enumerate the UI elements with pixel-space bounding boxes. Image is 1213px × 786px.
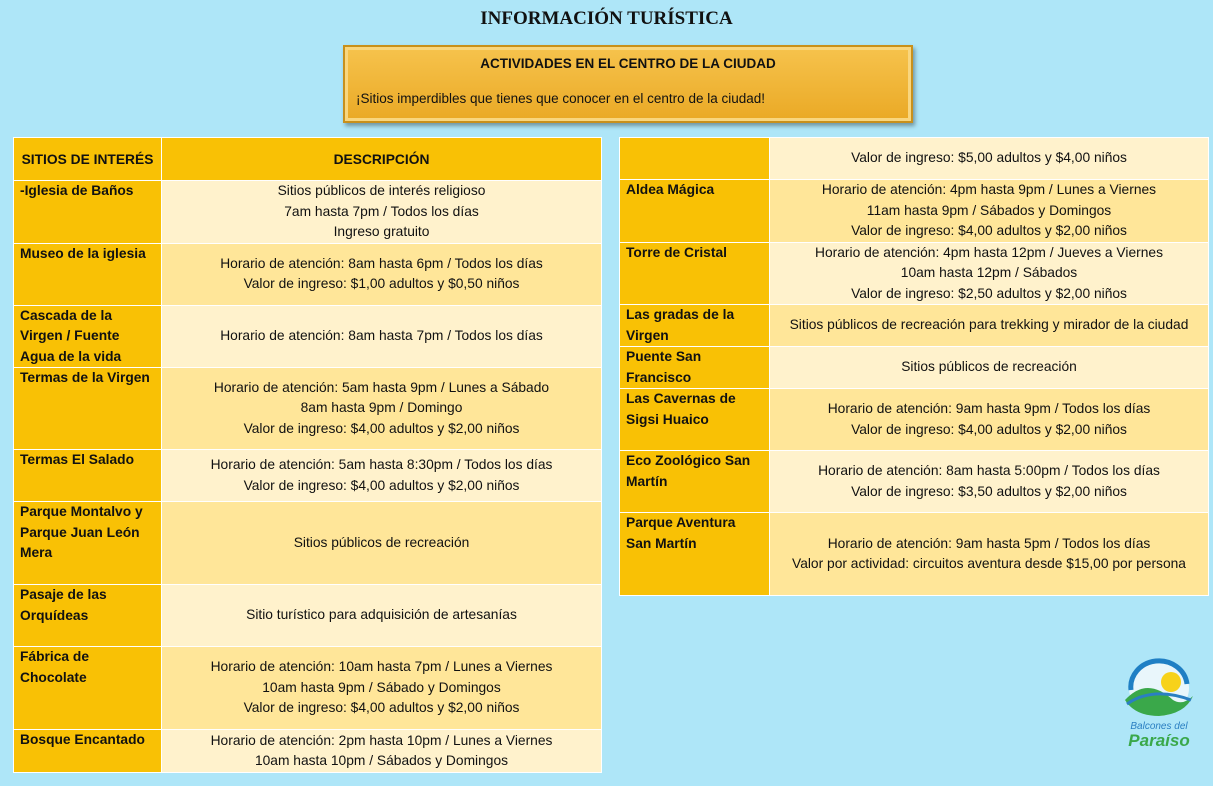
- description-line: Valor de ingreso: $4,00 adultos y $2,00 niños: [851, 421, 1127, 437]
- description-line: Valor de ingreso: $3,50 adultos y $2,00 niños: [851, 483, 1127, 499]
- site-name: Bosque Encantado: [14, 730, 162, 773]
- description-line: Horario de atención: 4pm hasta 9pm / Lunes a Viernes: [821, 182, 1157, 197]
- left-table-row: [14, 450, 602, 502]
- site-name: Termas El Salado: [14, 450, 162, 502]
- header-description: DESCRIPCIÓN: [162, 138, 602, 181]
- site-name: Cascada de la Virgen / Fuente Agua de la vida: [14, 305, 162, 368]
- site-description: [770, 347, 1209, 389]
- left-table-row: [14, 730, 602, 773]
- site-description: [162, 181, 602, 244]
- site-name: Las gradas de la Virgen: [620, 305, 770, 347]
- description-line: Horario de atención: 8am hasta 7pm / Todos los días: [220, 328, 543, 343]
- site-name: Parque Montalvo y Parque Juan León Mera: [14, 502, 162, 585]
- description-line: Valor de ingreso: $4,00 adultos y $2,00 niños: [243, 420, 520, 436]
- description-line: 8am hasta 9pm / Domingo: [300, 400, 463, 416]
- site-description: [162, 450, 602, 502]
- description-line: 7am hasta 7pm / Todos los días: [284, 203, 479, 219]
- site-description: [770, 513, 1209, 596]
- site-description: [770, 305, 1209, 347]
- left-table-row: [14, 647, 602, 730]
- site-description: [162, 647, 602, 730]
- description-line: Sitios públicos de recreación: [293, 534, 470, 550]
- description-line: Sitios públicos de recreación para trekking y mirador de la ciudad: [789, 317, 1189, 333]
- description-line: Sitios públicos de recreación: [901, 359, 1077, 375]
- left-table-row: [14, 585, 602, 647]
- site-description: [770, 242, 1209, 305]
- right-table-row: [620, 305, 1209, 347]
- page-title: INFORMACIÓN TURÍSTICA: [480, 8, 733, 29]
- description-line: Valor de ingreso: $1,00 adultos y $0,50 niños: [243, 276, 520, 291]
- left-table-row: [14, 181, 602, 244]
- description-line: 10am hasta 12pm / Sábados: [900, 265, 1078, 280]
- left-table-row: [14, 502, 602, 585]
- description-line: 10am hasta 9pm / Sábado y Domingos: [262, 679, 501, 695]
- right-table-row: [620, 513, 1209, 596]
- left-table-row: [14, 243, 602, 305]
- site-description: [162, 502, 602, 585]
- description-line: Horario de atención: 8am hasta 5:00pm / Todos los días: [818, 463, 1160, 478]
- right-table-row: [620, 138, 1209, 180]
- description-line: Horario de atención: 5am hasta 8:30pm / Todos los días: [210, 457, 553, 472]
- site-name: Fábrica de Chocolate: [14, 647, 162, 730]
- right-table-row: [620, 347, 1209, 389]
- description-line: Valor de ingreso: $5,00 adultos y $4,00 niños: [851, 150, 1127, 166]
- sites-table-left: [13, 137, 602, 773]
- site-name: Parque Aventura San Martín: [620, 513, 770, 596]
- site-description: [162, 730, 602, 773]
- description-line: Valor de ingreso: $2,50 adultos y $2,00 niños: [851, 285, 1127, 301]
- site-name: -Iglesia de Baños: [14, 181, 162, 244]
- site-name: Las Cavernas de Sigsi Huaico: [620, 389, 770, 451]
- table-header-row: [14, 138, 602, 181]
- description-line: Ingreso gratuito: [333, 224, 430, 239]
- site-name: Puente San Francisco: [620, 347, 770, 389]
- site-description: [162, 585, 602, 647]
- site-name: Torre de Cristal: [620, 242, 770, 305]
- activities-banner: [343, 45, 913, 123]
- description-line: Horario de atención: 10am hasta 7pm / Lunes a Viernes: [210, 659, 553, 675]
- balcones-del-paraiso-logo: [1113, 656, 1205, 756]
- description-line: Horario de atención: 4pm hasta 12pm / Jueves a Viernes: [815, 244, 1163, 260]
- site-description: [162, 243, 602, 305]
- description-line: Sitios públicos de interés religioso: [277, 183, 486, 198]
- left-table-row: [14, 368, 602, 450]
- right-table-row: [620, 242, 1209, 305]
- description-line: Valor de ingreso: $4,00 adultos y $2,00 niños: [851, 223, 1127, 238]
- site-description: [770, 180, 1209, 243]
- site-description: [162, 305, 602, 368]
- site-name: [620, 138, 770, 180]
- right-table-row: [620, 180, 1209, 243]
- sites-table-right: [619, 137, 1209, 596]
- description-line: Horario de atención: 2pm hasta 10pm / Lunes a Viernes: [210, 732, 553, 748]
- site-description: [770, 138, 1209, 180]
- banner-title: ACTIVIDADES EN EL CENTRO DE LA CIUDAD: [480, 56, 776, 71]
- site-description: [162, 368, 602, 450]
- description-line: Horario de atención: 8am hasta 6pm / Todos los días: [220, 255, 543, 271]
- site-description: [770, 451, 1209, 513]
- right-table-row: [620, 389, 1209, 451]
- description-line: Sitio turístico para adquisición de artesanías: [246, 607, 517, 623]
- header-site: SITIOS DE INTERÉS: [14, 138, 162, 181]
- description-line: 10am hasta 10pm / Sábados y Domingos: [254, 753, 509, 768]
- sun-mountain-logo-icon: [1125, 660, 1193, 716]
- description-line: Horario de atención: 9am hasta 5pm / Todos los días: [827, 535, 1151, 551]
- site-name: Termas de la Virgen: [14, 368, 162, 450]
- banner-subtitle: ¡Sitios imperdibles que tienes que conocer en el centro de la ciudad!: [356, 91, 765, 106]
- site-name: Aldea Mágica: [620, 180, 770, 243]
- description-line: Valor por actividad: circuitos aventura desde $15,00 por persona: [792, 556, 1186, 571]
- description-line: Horario de atención: 5am hasta 9pm / Lunes a Sábado: [213, 379, 550, 395]
- logo-text-line1: Balcones del: [1130, 721, 1188, 732]
- description-line: Valor de ingreso: $4,00 adultos y $2,00 niños: [243, 700, 520, 716]
- logo-text-line2: Paraíso: [1128, 731, 1190, 750]
- site-name: Eco Zoológico San Martín: [620, 451, 770, 513]
- left-table-row: [14, 305, 602, 368]
- right-table-row: [620, 451, 1209, 513]
- description-line: 11am hasta 9pm / Sábados y Domingos: [866, 202, 1112, 218]
- description-line: Horario de atención: 9am hasta 9pm / Todos los días: [827, 401, 1151, 416]
- site-name: Museo de la iglesia: [14, 243, 162, 305]
- site-name: Pasaje de las Orquídeas: [14, 585, 162, 647]
- site-description: [770, 389, 1209, 451]
- description-line: Valor de ingreso: $4,00 adultos y $2,00 niños: [243, 477, 520, 493]
